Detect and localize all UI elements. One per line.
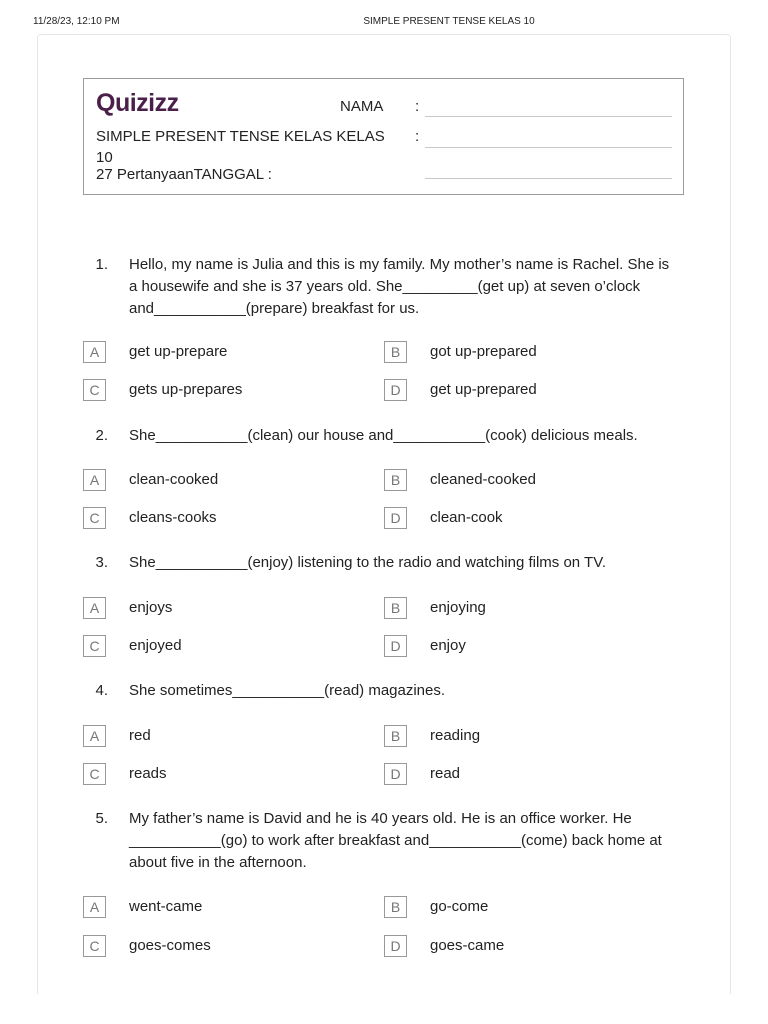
- print-datetime: 11/28/23, 12:10 PM: [33, 16, 120, 27]
- option-letter-box: A: [83, 597, 106, 619]
- option-text: clean-cook: [430, 509, 503, 526]
- kelas-line[interactable]: [425, 147, 672, 148]
- option-text: cleans-cooks: [129, 509, 217, 526]
- quiz-title-line2: 10: [96, 149, 113, 166]
- kelas-colon: :: [415, 128, 420, 145]
- option-text: enjoying: [430, 599, 486, 616]
- option-text: clean-cooked: [129, 471, 219, 488]
- print-header: [0, 16, 768, 30]
- question-text: She___________(clean) our house and___________(cook) delicious meals.: [129, 427, 638, 444]
- nama-colon: :: [415, 98, 420, 115]
- question-number: 2.: [95, 427, 108, 444]
- option-letter-box: D: [384, 635, 407, 657]
- option-letter-box: D: [384, 379, 407, 401]
- student-info-box: [83, 78, 684, 195]
- question-count-tanggal: [96, 166, 272, 183]
- option-letter-box: A: [83, 341, 106, 363]
- option-letter-box: C: [83, 763, 106, 785]
- option-letter-box: D: [384, 763, 407, 785]
- option-letter-box: A: [83, 469, 106, 491]
- option-letter-box: C: [83, 379, 106, 401]
- question-number: 4.: [95, 682, 108, 699]
- question-number: 3.: [95, 554, 108, 571]
- option-text: goes-came: [430, 937, 505, 954]
- option-text: reads: [129, 765, 167, 782]
- option-letter-box: B: [384, 725, 407, 747]
- option-text: enjoy: [430, 637, 466, 654]
- question-text: She___________(enjoy) listening to the radio and watching films on TV.: [129, 554, 606, 571]
- option-text: red: [129, 727, 151, 744]
- question-text: My father’s name is David and he is 40 years old. He is an office worker. He ___________(go) to work after breakfast and___________(come) back home at about five in the afternoon.: [129, 810, 662, 871]
- option-text: get up-prepared: [430, 381, 537, 398]
- option-letter-box: D: [384, 935, 407, 957]
- option-letter-box: A: [83, 896, 106, 918]
- nama-line[interactable]: [425, 116, 672, 117]
- question-count: 27 Pertanyaan: [96, 166, 194, 183]
- quizizz-logo: Quizizz: [96, 89, 179, 117]
- option-letter-box: C: [83, 507, 106, 529]
- option-letter-box: B: [384, 341, 407, 363]
- question-number: 5.: [95, 810, 108, 827]
- option-text: go-come: [430, 898, 489, 915]
- print-title: SIMPLE PRESENT TENSE KELAS 10: [363, 16, 535, 27]
- option-text: gets up-prepares: [129, 381, 243, 398]
- quiz-title-line1: SIMPLE PRESENT TENSE KELAS KELAS: [96, 128, 385, 145]
- option-text: reading: [430, 727, 481, 744]
- option-text: get up-prepare: [129, 343, 228, 360]
- option-text: got up-prepared: [430, 343, 537, 360]
- option-text: read: [430, 765, 461, 782]
- option-letter-box: B: [384, 469, 407, 491]
- option-letter-box: B: [384, 597, 407, 619]
- tanggal-label: TANGGAL :: [193, 166, 272, 183]
- option-text: goes-comes: [129, 937, 211, 954]
- question-text: Hello, my name is Julia and this is my family. My mother’s name is Rachel. She is a housewife and she is 37 years old. She_________(get up) at seven o’clock and___________(prepare) breakfast for us.: [129, 256, 670, 317]
- option-letter-box: C: [83, 935, 106, 957]
- option-letter-box: B: [384, 896, 407, 918]
- option-text: went-came: [129, 898, 203, 915]
- option-text: cleaned-cooked: [430, 471, 536, 488]
- option-letter-box: C: [83, 635, 106, 657]
- option-letter-box: D: [384, 507, 407, 529]
- option-letter-box: A: [83, 725, 106, 747]
- question-text: She sometimes___________(read) magazines.: [129, 682, 446, 699]
- question-number: 1.: [95, 256, 108, 273]
- option-text: enjoyed: [129, 637, 182, 654]
- nama-label: NAMA: [340, 98, 384, 115]
- tanggal-line[interactable]: [425, 178, 672, 179]
- option-text: enjoys: [129, 599, 173, 616]
